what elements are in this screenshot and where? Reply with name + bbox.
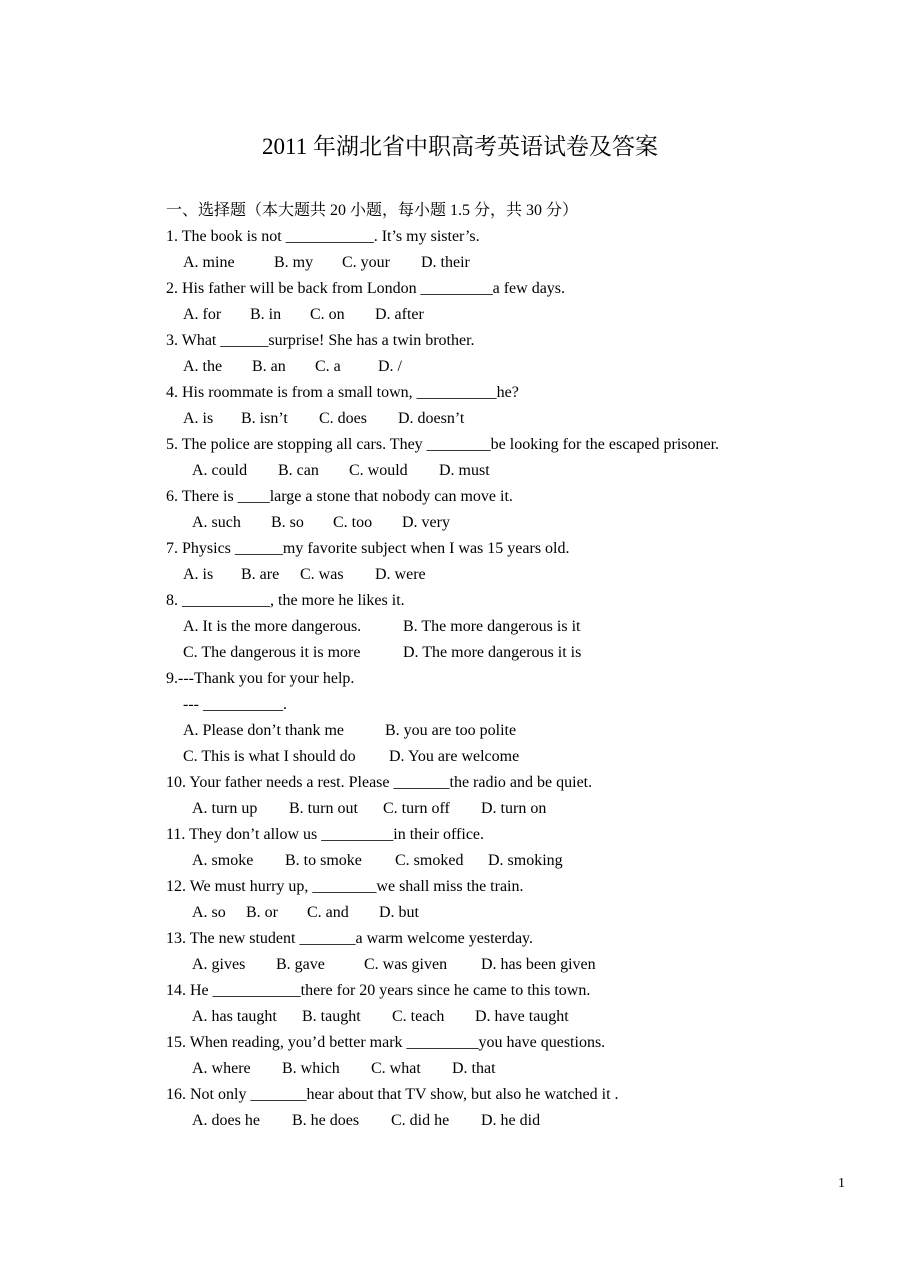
option: B. can [278, 462, 319, 479]
question-stem: 8. ___________, the more he likes it. [166, 592, 405, 609]
option: C. teach [392, 1008, 445, 1025]
option: D. have taught [475, 1008, 569, 1025]
option-row [166, 640, 866, 666]
option: B. so [271, 514, 304, 531]
option: D. / [378, 358, 402, 375]
option: A. the [183, 358, 223, 375]
option: D. has been given [481, 956, 596, 973]
option: B. isn’t [241, 410, 288, 427]
question-stem: 5. The police are stopping all cars. They ________be looking for the escaped prisoner. [166, 436, 720, 453]
option: D. but [379, 904, 419, 921]
option: B. my [274, 254, 314, 271]
option: D. he did [481, 1112, 541, 1129]
question-stem: 16. Not only _______hear about that TV show, but also he watched it . [166, 1086, 619, 1103]
option: A. gives [192, 956, 246, 973]
question-stem: 14. He ___________there for 20 years since he came to this town. [166, 982, 591, 999]
question-stem: 12. We must hurry up, ________we shall miss the train. [166, 878, 524, 895]
option: A. so [192, 904, 226, 921]
option-row [166, 952, 866, 978]
option-row [166, 458, 866, 484]
option: A. It is the more dangerous. [183, 618, 362, 635]
option: B. are [241, 566, 280, 583]
option-row [166, 302, 866, 328]
option: C. your [342, 254, 390, 271]
option: D. turn on [481, 800, 547, 817]
option: A. is [183, 410, 214, 427]
question-stem: 6. There is ____large a stone that nobody can move it. [166, 488, 513, 505]
option-row [166, 406, 866, 432]
option: B. gave [276, 956, 325, 973]
option: C. a [315, 358, 341, 375]
option: C. did he [391, 1112, 450, 1129]
option: B. in [250, 306, 282, 323]
section-header: 一、选择题（本大题共 20 小题，每小题 1.5 分，共 30 分） [166, 202, 579, 219]
option: D. very [402, 514, 450, 531]
option: D. that [452, 1060, 496, 1077]
option: C. does [319, 410, 367, 427]
option: C. and [307, 904, 349, 921]
option-row [166, 1056, 866, 1082]
option-row [166, 510, 866, 536]
dialog-reply: --- __________. [183, 696, 287, 713]
option: B. The more dangerous is it [403, 618, 581, 635]
question-stem: 1. The book is not ___________. It’s my sister’s. [166, 228, 480, 245]
question-stem: 7. Physics ______my favorite subject when I was 15 years old. [166, 540, 570, 557]
option: C. on [310, 306, 345, 323]
option: D. doesn’t [398, 410, 465, 427]
question-stem: 2. His father will be back from London _________a few days. [166, 280, 566, 297]
option: D. must [439, 462, 490, 479]
option: B. you are too polite [385, 722, 517, 739]
question-stem: 11. They don’t allow us _________in their office. [166, 826, 485, 843]
option: D. You are welcome [389, 748, 520, 765]
option: A. could [192, 462, 248, 479]
option-row [166, 796, 866, 822]
option: B. to smoke [285, 852, 362, 869]
option: C. what [371, 1060, 421, 1077]
question-stem: 9.---Thank you for your help. [166, 670, 355, 687]
option-row [166, 562, 866, 588]
option: B. taught [302, 1008, 361, 1025]
option-row [166, 848, 866, 874]
option: D. The more dangerous it is [403, 644, 582, 661]
question-stem: 3. What ______surprise! She has a twin brother. [166, 332, 475, 349]
option: A. where [192, 1060, 251, 1077]
option-row [166, 1108, 866, 1134]
option-row [166, 354, 866, 380]
question-list [166, 198, 866, 1134]
option: A. has taught [192, 1008, 277, 1025]
option: A. for [183, 306, 222, 323]
option: B. turn out [289, 800, 358, 817]
option: C. smoked [395, 852, 464, 869]
option: A. such [192, 514, 241, 531]
question-stem: 10. Your father needs a rest. Please _______the radio and be quiet. [166, 774, 593, 791]
page-number: 1 [838, 1176, 845, 1191]
option: C. The dangerous it is more [183, 644, 361, 661]
option-row [166, 1004, 866, 1030]
option: A. is [183, 566, 214, 583]
option: D. after [375, 306, 424, 323]
option: B. an [252, 358, 286, 375]
option: D. were [375, 566, 426, 583]
option-row [166, 614, 866, 640]
question-stem: 4. His roommate is from a small town, __________he? [166, 384, 519, 401]
option: A. mine [183, 254, 235, 271]
option: C. was given [364, 956, 448, 973]
option: A. Please don’t thank me [183, 722, 345, 739]
option: B. or [246, 904, 278, 921]
option: A. smoke [192, 852, 254, 869]
option-row [166, 744, 866, 770]
option: A. does he [192, 1112, 260, 1129]
question-stem: 15. When reading, you’d better mark _________you have questions. [166, 1034, 606, 1051]
option: B. he does [292, 1112, 360, 1129]
option: A. turn up [192, 800, 258, 817]
option: C. was [300, 566, 344, 583]
option: C. turn off [383, 800, 450, 817]
option: C. too [333, 514, 373, 531]
option-row [166, 900, 866, 926]
option: B. which [282, 1060, 340, 1077]
page-title: 2011 年湖北省中职高考英语试卷及答案 [262, 134, 658, 159]
option: C. would [349, 462, 408, 479]
option: D. their [421, 254, 470, 271]
question-stem: 13. The new student _______a warm welcome yesterday. [166, 930, 534, 947]
option-row [166, 718, 866, 744]
option: D. smoking [488, 852, 563, 869]
option: C. This is what I should do [183, 748, 356, 765]
option-row [166, 250, 866, 276]
